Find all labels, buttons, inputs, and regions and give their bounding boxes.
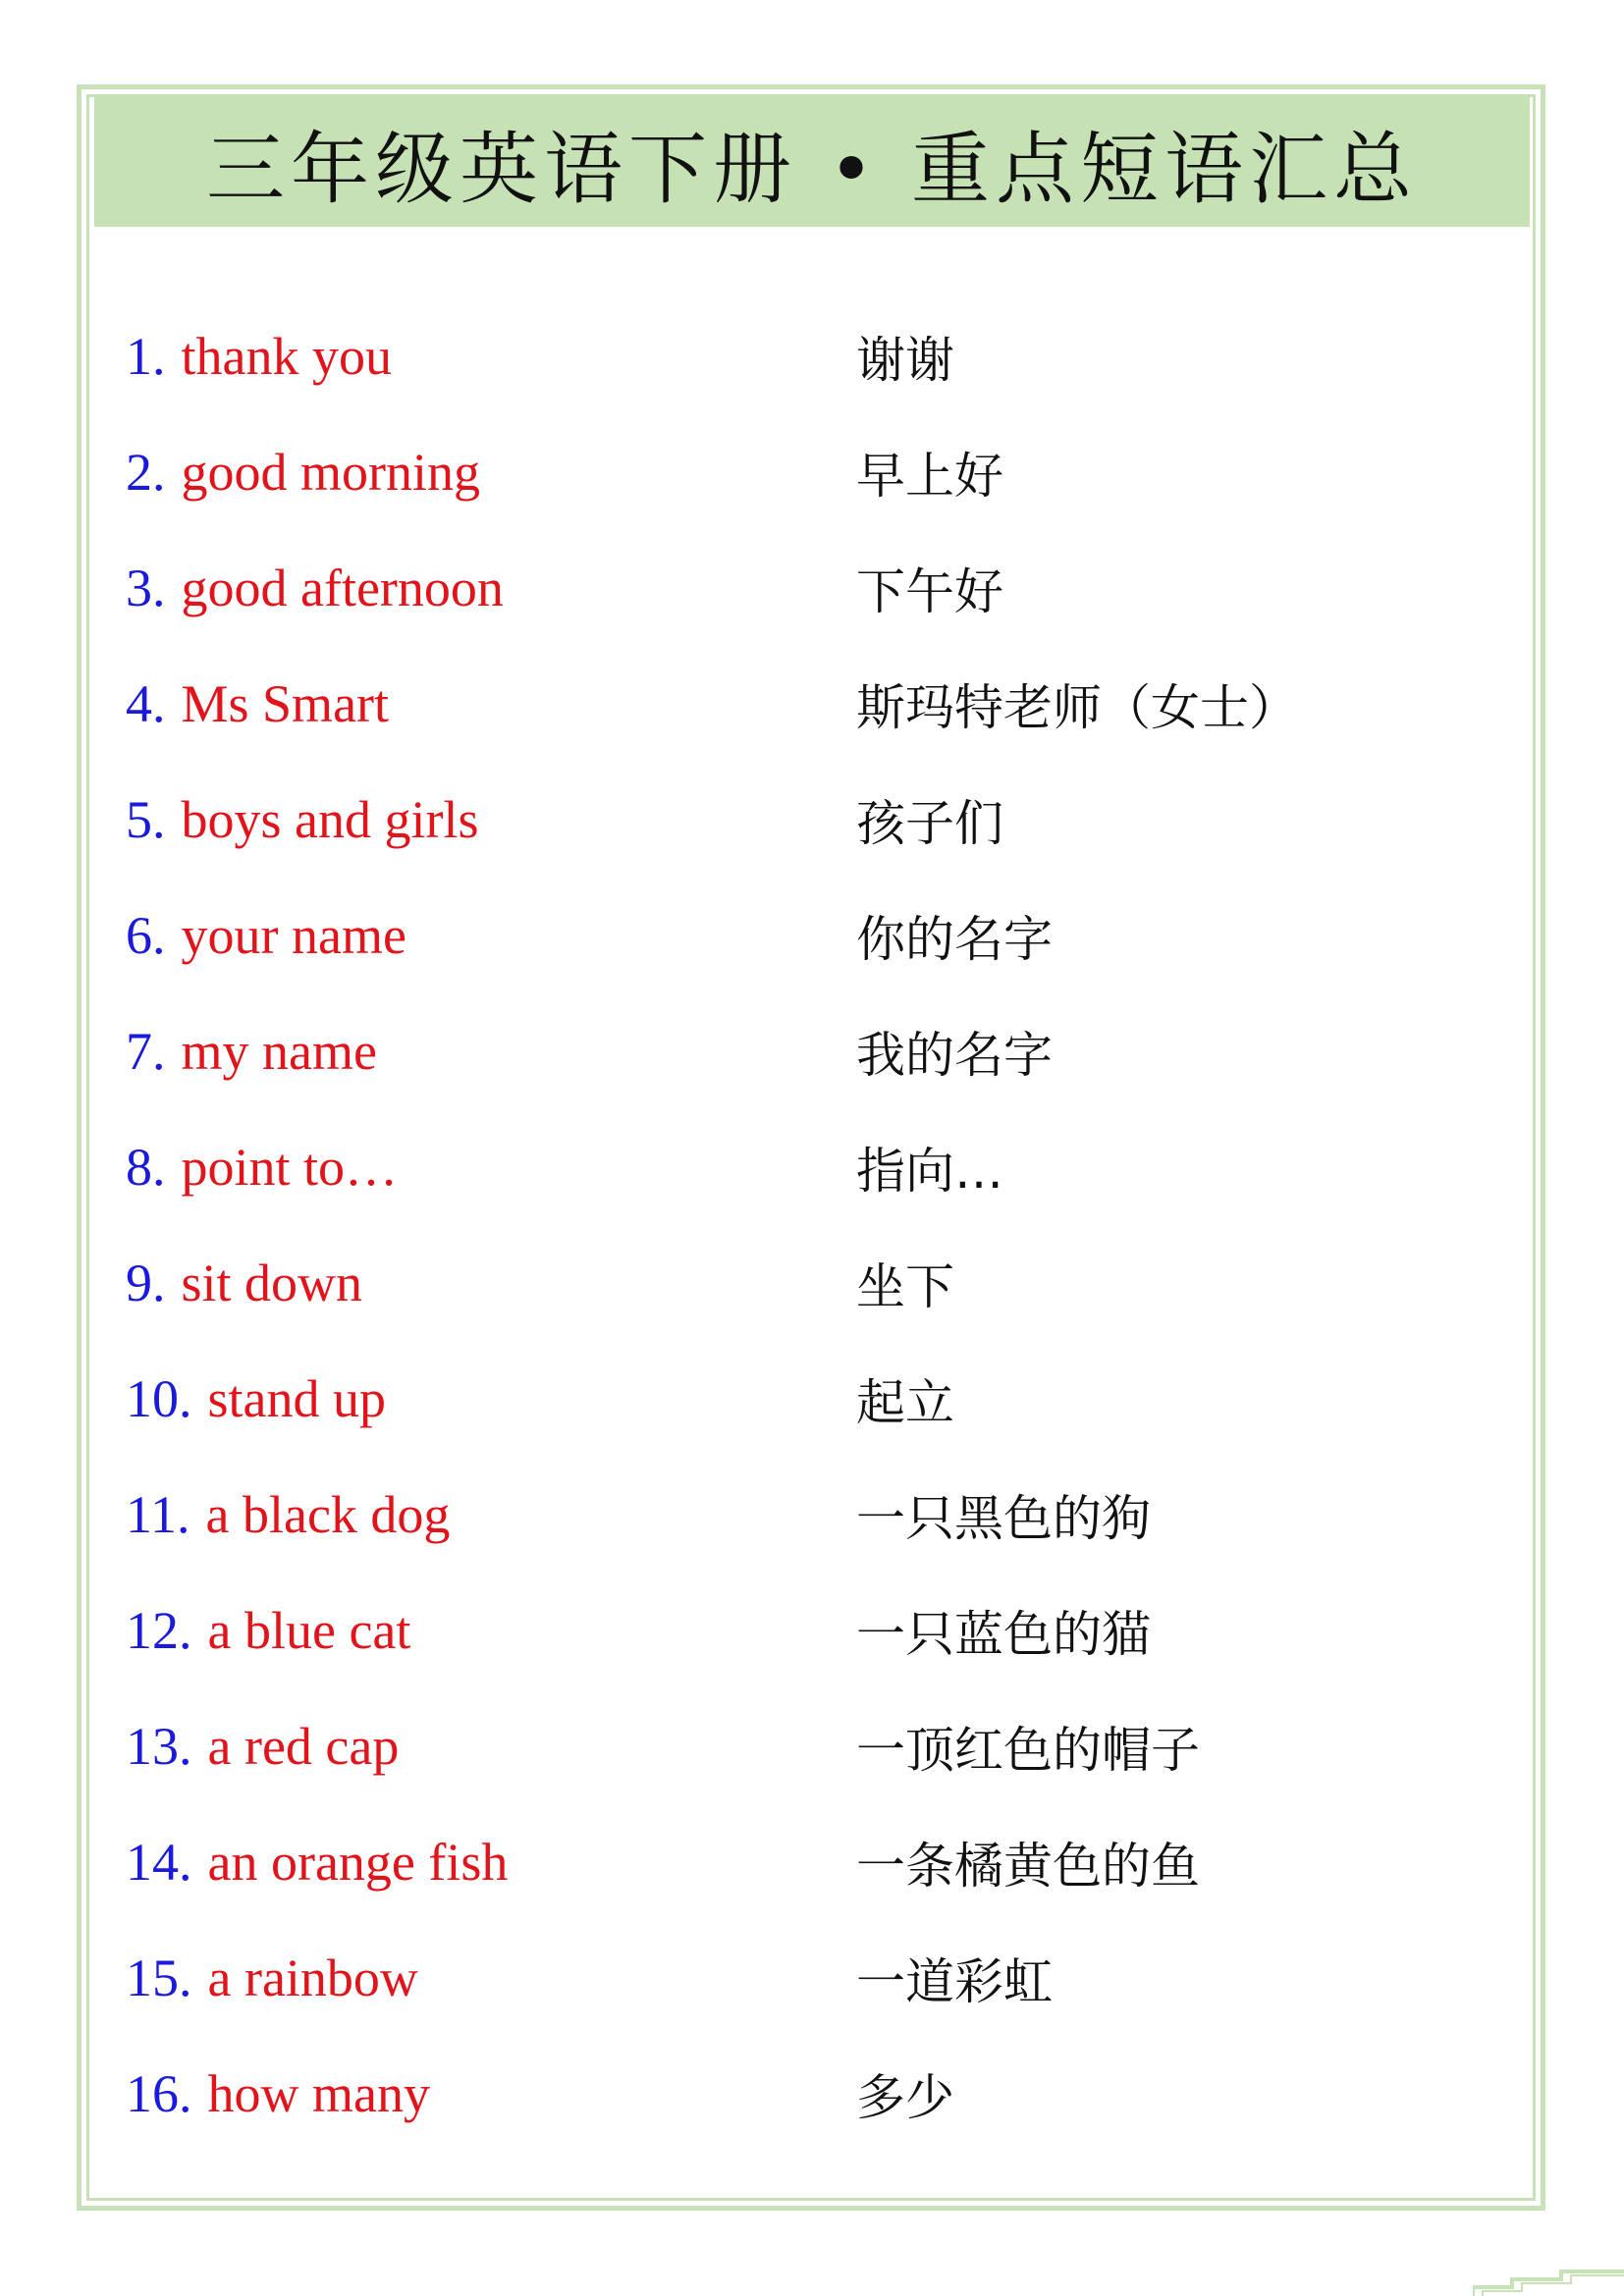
- list-item: [0, 878, 1624, 993]
- item-number: 16.: [126, 2064, 192, 2123]
- item-number: 5.: [126, 790, 166, 849]
- english-text: Ms Smart: [181, 674, 390, 733]
- list-item: [0, 1341, 1624, 1457]
- list-item: [0, 1688, 1624, 1804]
- chinese-translation: 起立: [856, 1374, 954, 1431]
- list-item: [0, 993, 1624, 1109]
- item-number: 1.: [126, 327, 166, 386]
- list-item: [0, 414, 1624, 530]
- english-phrase: [126, 2036, 430, 2152]
- list-item: [0, 646, 1624, 762]
- english-phrase: [126, 1457, 450, 1573]
- english-phrase: [126, 1341, 386, 1457]
- english-phrase: [126, 1688, 399, 1804]
- english-text: good afternoon: [181, 559, 504, 617]
- item-number: 2.: [126, 443, 166, 502]
- item-number: 10.: [126, 1369, 192, 1428]
- list-item: [0, 1920, 1624, 2036]
- english-text: an orange fish: [207, 1833, 509, 1892]
- chinese-translation: 谢谢: [856, 332, 954, 389]
- chinese-translation: 我的名字: [856, 1027, 1053, 1084]
- english-phrase: [126, 1109, 398, 1225]
- chinese-translation: 一只蓝色的猫: [856, 1606, 1151, 1663]
- list-item: [0, 1457, 1624, 1573]
- item-number: 8.: [126, 1138, 166, 1197]
- english-phrase: [126, 1573, 410, 1688]
- english-text: point to…: [181, 1138, 399, 1197]
- english-text: a black dog: [205, 1485, 451, 1544]
- title-banner: [94, 97, 1530, 227]
- english-text: my name: [181, 1022, 377, 1081]
- list-item: [0, 1573, 1624, 1688]
- item-number: 3.: [126, 559, 166, 617]
- english-phrase: [126, 1225, 362, 1341]
- chinese-translation: 指向…: [856, 1143, 1003, 1200]
- list-item: [0, 762, 1624, 878]
- item-number: 15.: [126, 1949, 192, 2007]
- item-number: 12.: [126, 1601, 192, 1660]
- chinese-translation: 一道彩虹: [856, 1953, 1053, 2010]
- english-phrase: [126, 530, 504, 646]
- chinese-translation: 下午好: [856, 563, 1003, 620]
- chinese-translation: 斯玛特老师（女士）: [856, 679, 1298, 736]
- english-phrase: [126, 1920, 418, 2036]
- list-item: [0, 530, 1624, 646]
- chinese-translation: 一条橘黄色的鱼: [856, 1838, 1200, 1895]
- english-phrase: [126, 298, 392, 414]
- corner-decoration: [1473, 2258, 1624, 2296]
- chinese-translation: 一顶红色的帽子: [856, 1722, 1200, 1779]
- english-phrase: [126, 993, 377, 1109]
- english-text: boys and girls: [181, 790, 479, 849]
- chinese-translation: 早上好: [856, 448, 1003, 505]
- english-phrase: [126, 878, 406, 993]
- item-number: 7.: [126, 1022, 166, 1081]
- english-phrase: [126, 414, 480, 530]
- chinese-translation: 你的名字: [856, 911, 1053, 968]
- item-number: 4.: [126, 674, 166, 733]
- chinese-translation: 坐下: [856, 1258, 954, 1315]
- chinese-translation: 多少: [856, 2069, 954, 2126]
- item-number: 9.: [126, 1254, 166, 1312]
- item-number: 11.: [126, 1485, 190, 1544]
- item-number: 13.: [126, 1717, 192, 1776]
- english-text: sit down: [181, 1254, 363, 1312]
- english-phrase: [126, 1804, 508, 1920]
- list-item: [0, 1109, 1624, 1225]
- list-item: [0, 1804, 1624, 1920]
- list-item: [0, 298, 1624, 414]
- item-number: 14.: [126, 1833, 192, 1892]
- chinese-translation: 孩子们: [856, 795, 1003, 852]
- page-title: 三年级英语下册 • 重点短语汇总: [205, 123, 1419, 215]
- english-text: your name: [181, 906, 406, 965]
- english-text: a rainbow: [207, 1949, 418, 2007]
- english-text: good morning: [181, 443, 480, 502]
- english-text: a blue cat: [207, 1601, 411, 1660]
- english-text: a red cap: [207, 1717, 400, 1776]
- english-text: stand up: [207, 1369, 386, 1428]
- item-number: 6.: [126, 906, 166, 965]
- english-phrase: [126, 762, 479, 878]
- list-item: [0, 2036, 1624, 2152]
- english-phrase: [126, 646, 389, 762]
- list-item: [0, 1225, 1624, 1341]
- english-text: how many: [207, 2064, 430, 2123]
- chinese-translation: 一只黑色的狗: [856, 1490, 1151, 1547]
- english-text: thank you: [181, 327, 392, 386]
